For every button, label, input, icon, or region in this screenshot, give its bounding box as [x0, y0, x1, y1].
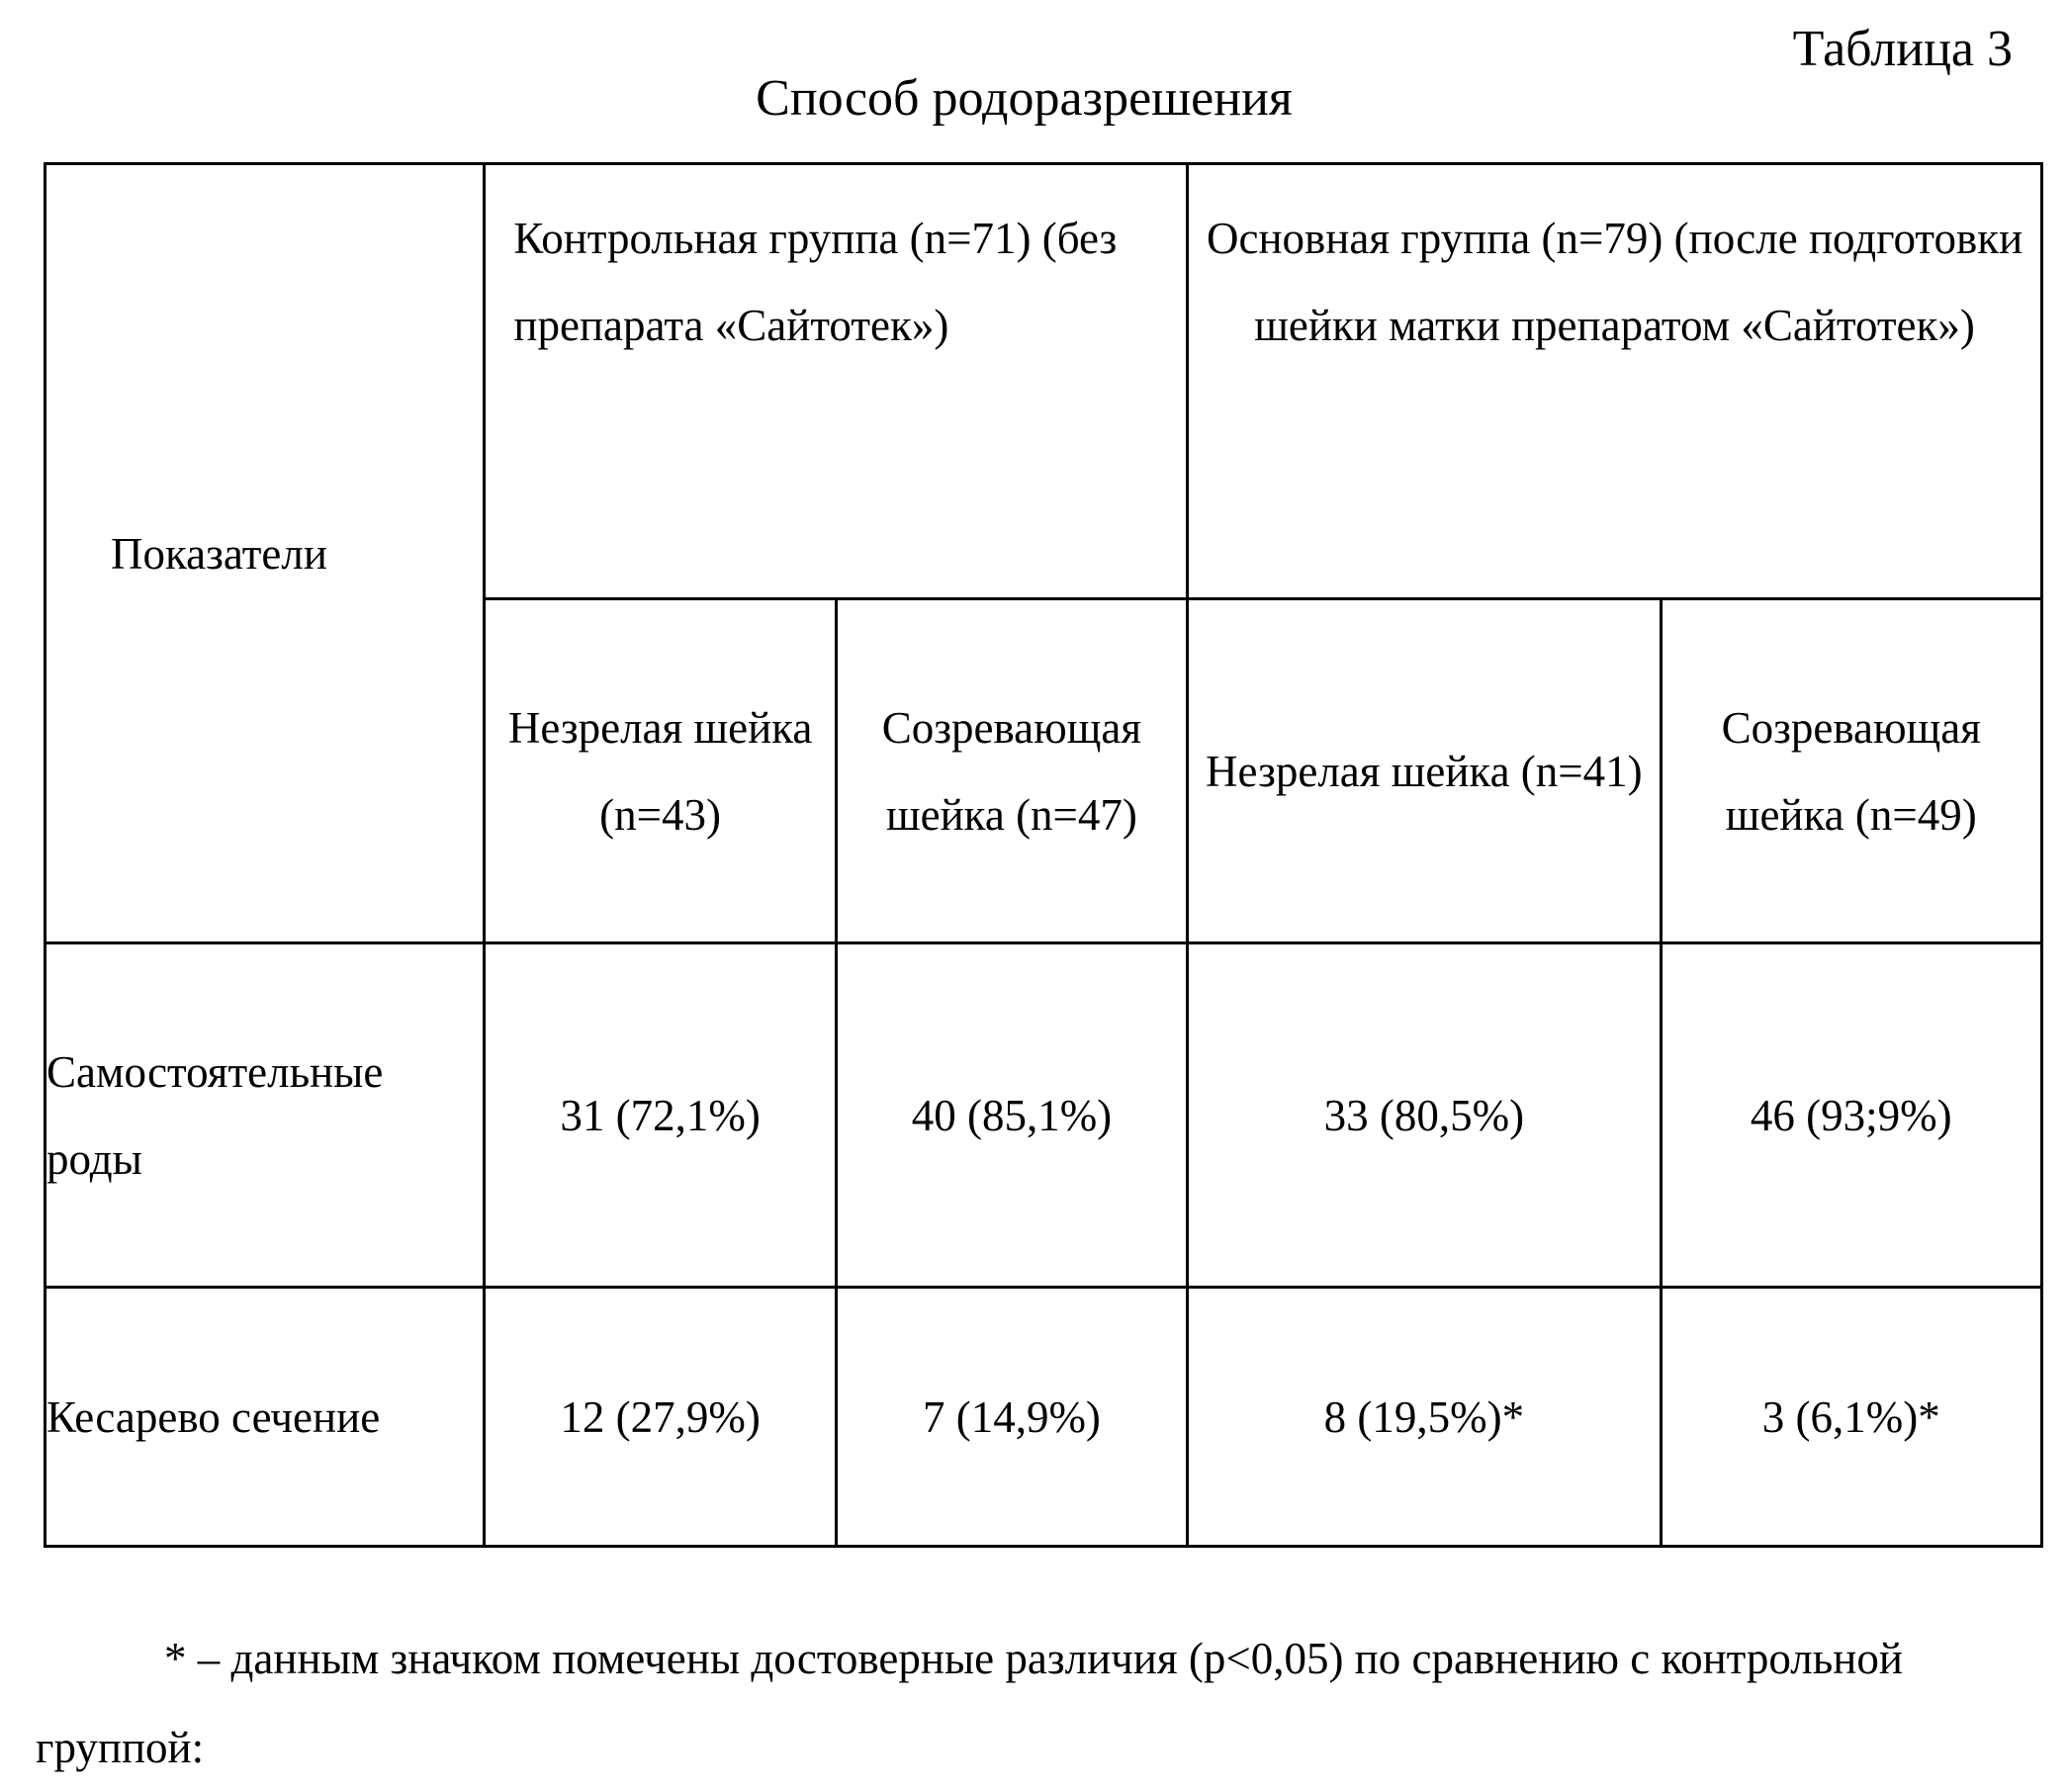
subheader-control-maturing: Созревающая шейка (n=47) — [836, 599, 1187, 943]
delivery-method-table — [44, 162, 2043, 1548]
table-cell: 12 (27,9%) — [485, 1288, 836, 1547]
subheader-main-maturing: Созревающая шейка (n=49) — [1661, 599, 2041, 943]
table-cell: 3 (6,1%)* — [1661, 1288, 2041, 1547]
table-row — [45, 1288, 2042, 1547]
table-cell: 33 (80,5%) — [1188, 943, 1661, 1288]
table-row — [45, 943, 2042, 1288]
table-header-row — [45, 164, 2042, 599]
table-cell: 46 (93;9%) — [1661, 943, 2041, 1288]
subheader-main-immature: Незрелая шейка (n=41) — [1188, 599, 1661, 943]
table-title: Способ родоразрешения — [756, 70, 1293, 127]
header-indicators: Показатели — [45, 164, 485, 943]
table-cell: 8 (19,5%)* — [1188, 1288, 1661, 1547]
table-cell: 31 (72,1%) — [485, 943, 836, 1288]
subheader-control-immature: Незрелая шейка (n=43) — [485, 599, 836, 943]
table-number-label: Таблица 3 — [1792, 21, 2013, 77]
header-control-group: Контрольная группа (n=71) (без препарата «Сайтотек») — [485, 164, 1188, 599]
row-label: Кесарево сечение — [45, 1288, 485, 1547]
table-cell: 7 (14,9%) — [836, 1288, 1187, 1547]
header-main-group: Основная группа (n=79) (после подготовки шейки матки препаратом «Сайтотек») — [1188, 164, 2042, 599]
footnote: * – данным значком помечены достоверные различия (p<0,05) по сравнению с контрольной группой: — [36, 1634, 1903, 1772]
row-label: Самостоятельные роды — [45, 943, 485, 1288]
table-cell: 40 (85,1%) — [836, 943, 1187, 1288]
